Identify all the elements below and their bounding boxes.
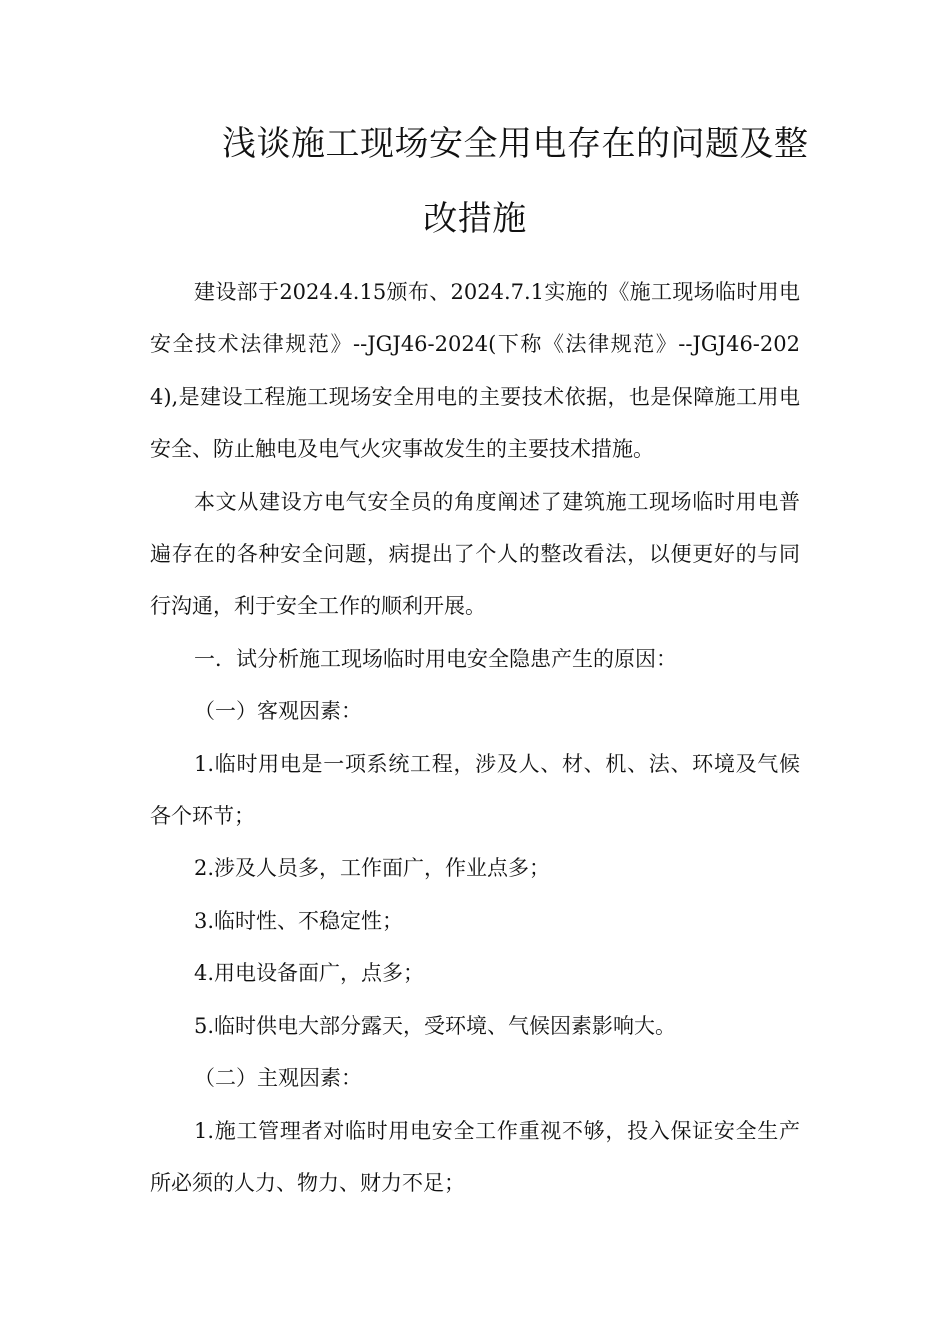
list-item-objective-4: 4.用电设备面广，点多； <box>194 961 425 986</box>
document-title-line-1: 浅谈施工现场安全用电存在的问题及整 <box>222 124 809 164</box>
document-body <box>150 266 800 1209</box>
subsection-heading-subjective: （二）主观因素： <box>194 1066 362 1091</box>
list-item-objective-1: 1.临时用电是一项系统工程，涉及人、材、机、法、环境及气候各个环节； <box>150 751 800 829</box>
list-item-objective-3: 3.临时性、不稳定性； <box>194 908 404 933</box>
list-item-objective-2: 2.涉及人员多，工作面广，作业点多； <box>194 856 551 881</box>
document-title-line-2: 改措施 <box>423 199 527 239</box>
paragraph-intro: 建设部于2024.4.15颁布、2024.7.1实施的《施工现场临时用电安全技术法律规范》--JGJ46-2024(下称《法律规范》--JGJ46-2024),是建设工程施工现场安全用电的主要技术依据，也是保障施工用电安全、防止触电及电气火灾事故发生的主要技术措施。 <box>150 280 800 462</box>
subsection-heading-objective: （一）客观因素： <box>194 699 362 724</box>
paragraph-purpose: 本文从建设方电气安全员的角度阐述了建筑施工现场临时用电普遍存在的各种安全问题，病提出了个人的整改看法，以便更好的与同行沟通，利于安全工作的顺利开展。 <box>150 489 800 619</box>
list-item-objective-5: 5.临时供电大部分露天，受环境、气候因素影响大。 <box>194 1013 677 1038</box>
section-heading-1: 一．试分析施工现场临时用电安全隐患产生的原因： <box>194 646 677 671</box>
list-item-subjective-1: 1.施工管理者对临时用电安全工作重视不够，投入保证安全生产所必须的人力、物力、财力不足； <box>150 1118 800 1195</box>
